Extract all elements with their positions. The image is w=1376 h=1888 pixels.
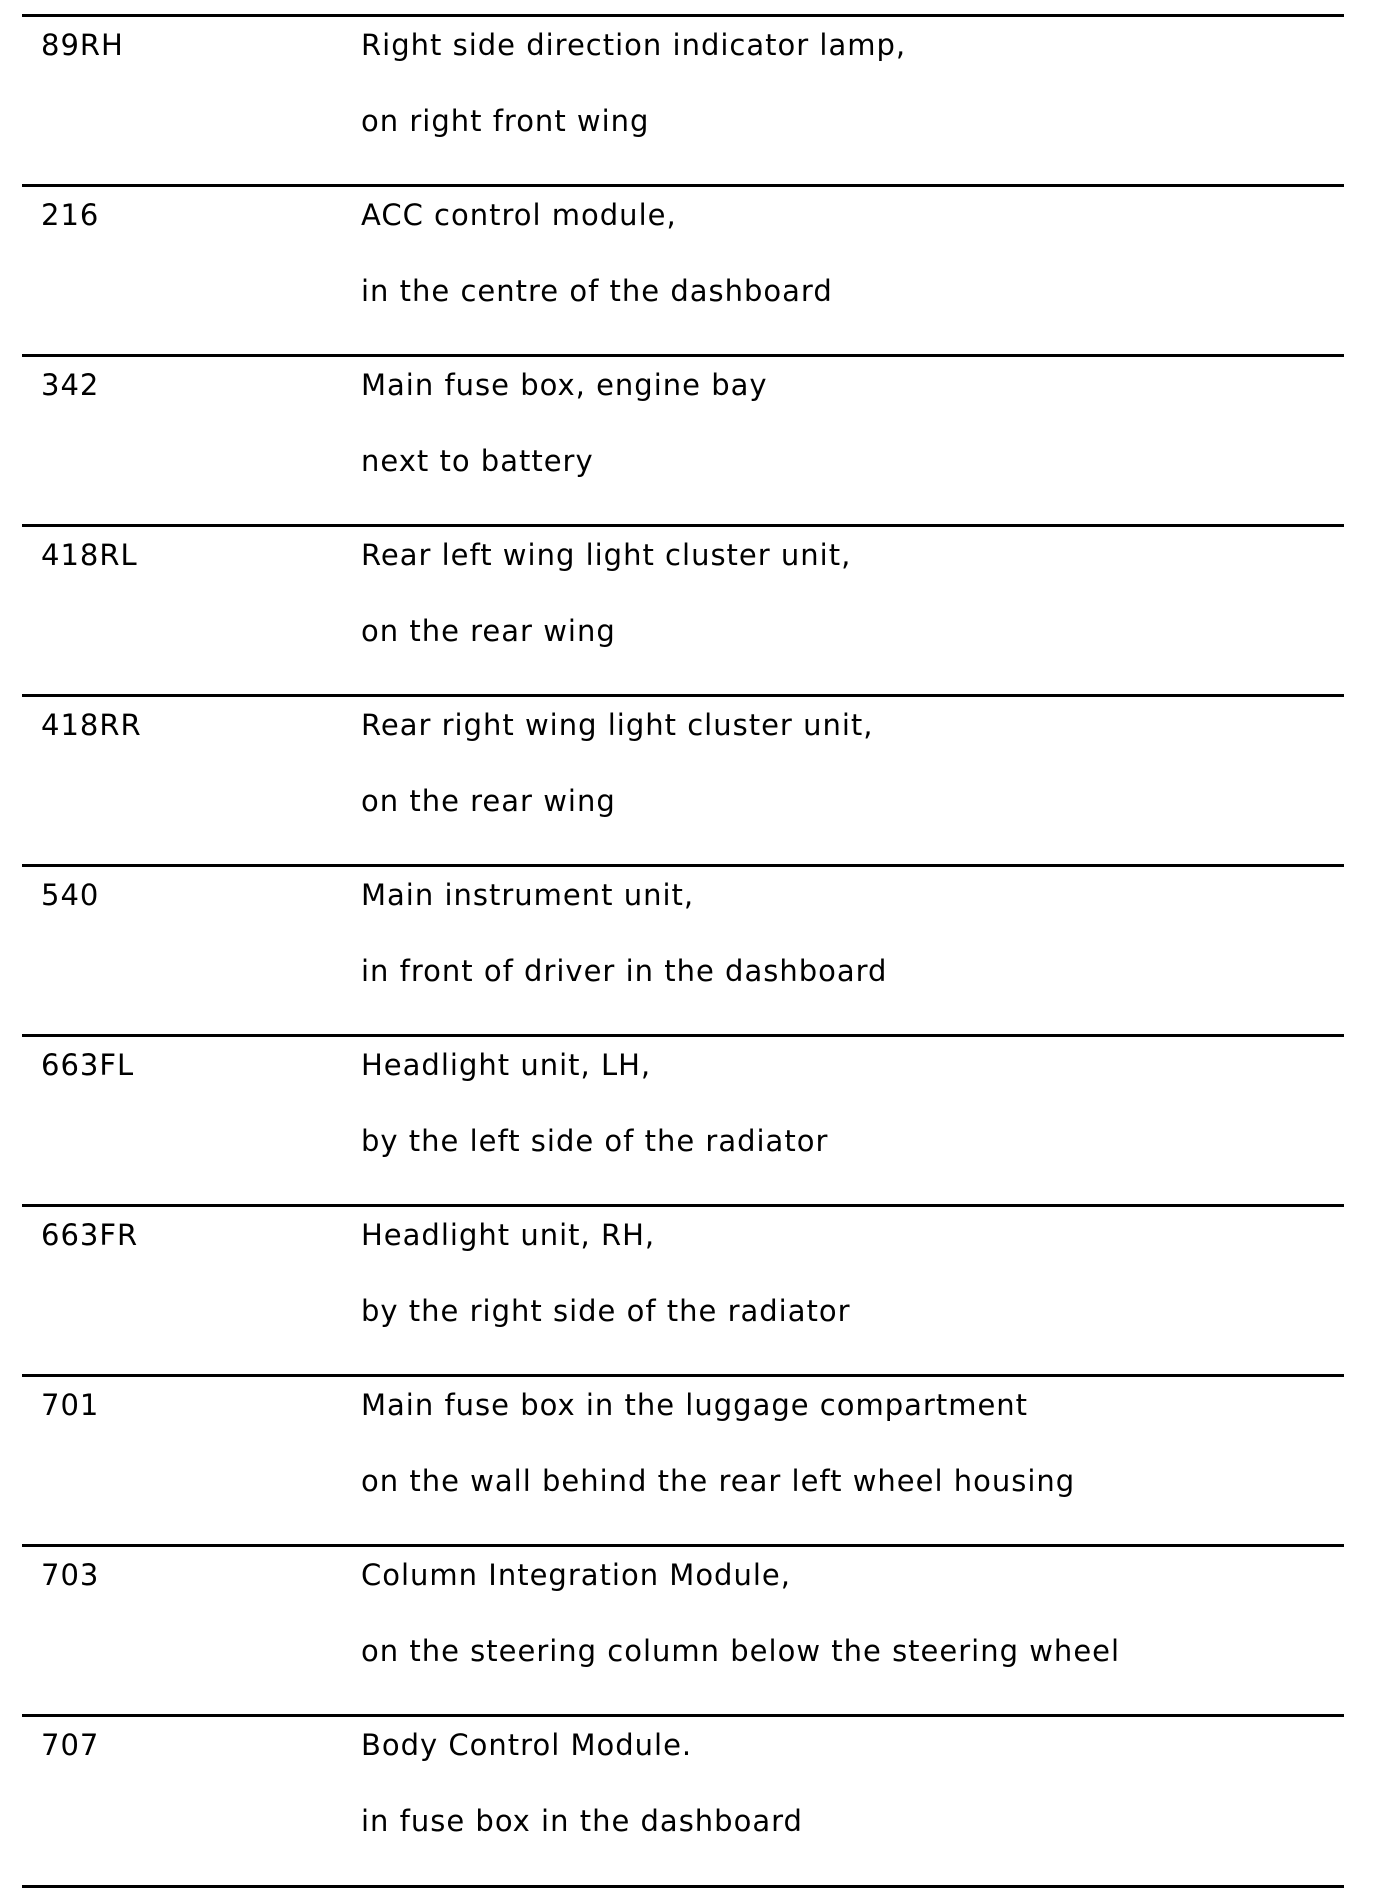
table-row — [22, 1374, 1344, 1544]
component-code: 342 — [41, 368, 100, 402]
table-row — [22, 524, 1344, 694]
table-row — [22, 1544, 1344, 1714]
component-description — [361, 707, 873, 819]
component-code: 663FL — [41, 1048, 135, 1082]
component-code: 703 — [41, 1558, 100, 1592]
component-code: 663FR — [41, 1218, 139, 1252]
component-code: 540 — [41, 878, 100, 912]
component-code: 418RL — [41, 538, 138, 572]
component-location-table — [22, 14, 1344, 1888]
component-description — [361, 1557, 1120, 1669]
description-line-1: Rear left wing light cluster unit, — [361, 538, 852, 572]
table-row — [22, 864, 1344, 1034]
description-line-2: by the left side of the radiator — [361, 1124, 829, 1158]
description-line-1: Body Control Module. — [361, 1728, 693, 1762]
component-description — [361, 1047, 828, 1159]
description-line-1: Headlight unit, RH, — [361, 1218, 656, 1252]
component-code: 418RR — [41, 708, 142, 742]
table-row — [22, 1714, 1344, 1888]
table-row — [22, 694, 1344, 864]
table-row — [22, 14, 1344, 184]
table-row — [22, 1204, 1344, 1374]
component-code: 701 — [41, 1388, 100, 1422]
description-line-2: in the centre of the dashboard — [361, 274, 833, 308]
description-line-1: Main fuse box, engine bay — [361, 368, 768, 402]
description-line-2: in front of driver in the dashboard — [361, 954, 888, 988]
table-row — [22, 184, 1344, 354]
description-line-1: Main fuse box in the luggage compartment — [361, 1388, 1029, 1422]
description-line-2: on the rear wing — [361, 614, 616, 648]
description-line-2: in fuse box in the dashboard — [361, 1804, 803, 1838]
description-line-2: by the right side of the radiator — [361, 1294, 851, 1328]
description-line-2: on the wall behind the rear left wheel housing — [361, 1464, 1076, 1498]
component-description — [361, 1387, 1075, 1499]
component-description — [361, 27, 906, 139]
component-code: 707 — [41, 1728, 100, 1762]
table-row — [22, 1034, 1344, 1204]
description-line-2: on the steering column below the steering wheel — [361, 1634, 1121, 1668]
description-line-1: ACC control module, — [361, 198, 677, 232]
description-line-1: Column Integration Module, — [361, 1558, 791, 1592]
description-line-1: Right side direction indicator lamp, — [361, 28, 907, 62]
table-row — [22, 354, 1344, 524]
description-line-1: Main instrument unit, — [361, 878, 695, 912]
component-code: 216 — [41, 198, 100, 232]
component-description — [361, 197, 833, 309]
component-description — [361, 877, 887, 989]
component-description — [361, 1727, 803, 1839]
component-description — [361, 537, 851, 649]
description-line-2: next to battery — [361, 444, 594, 478]
component-description — [361, 367, 768, 479]
description-line-1: Headlight unit, LH, — [361, 1048, 652, 1082]
description-line-1: Rear right wing light cluster unit, — [361, 708, 874, 742]
description-line-2: on right front wing — [361, 104, 650, 138]
component-description — [361, 1217, 851, 1329]
component-code: 89RH — [41, 28, 124, 62]
description-line-2: on the rear wing — [361, 784, 616, 818]
